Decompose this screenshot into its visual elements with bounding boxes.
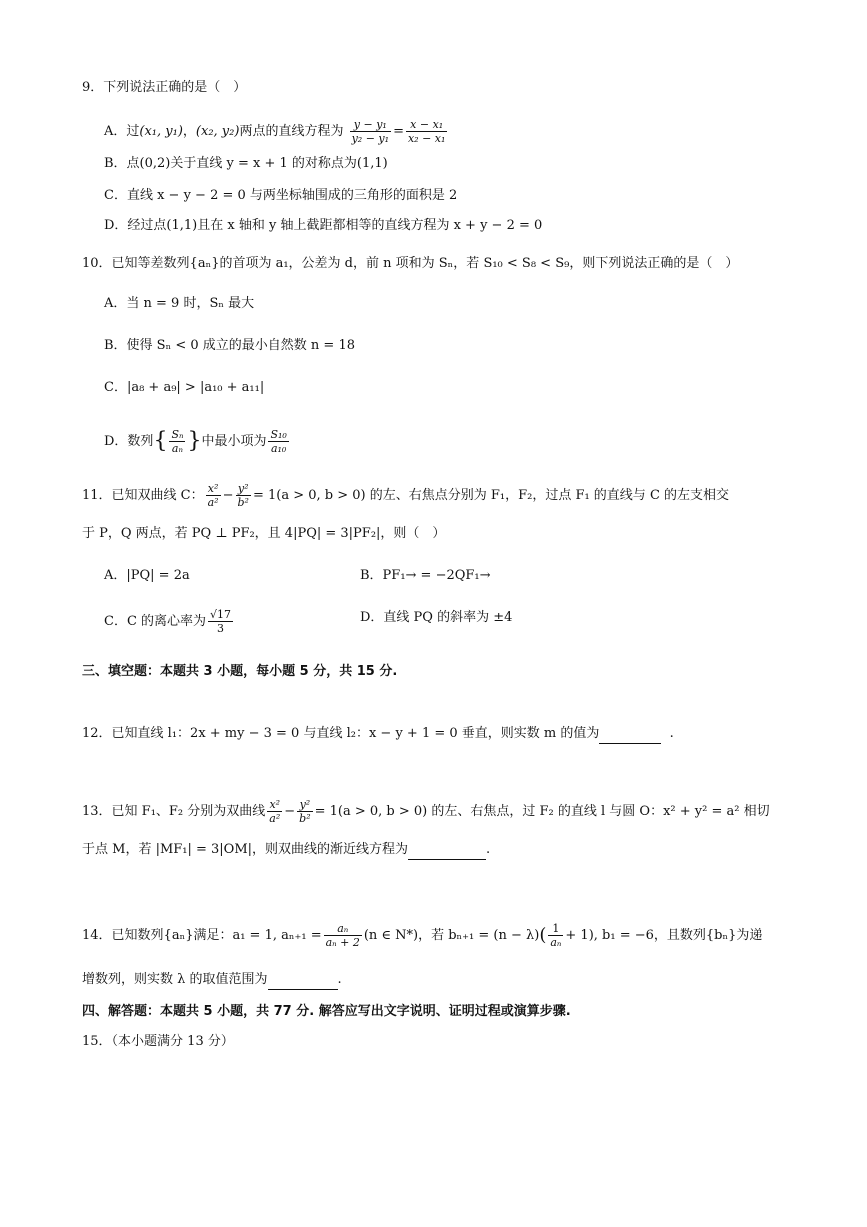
period: . [669, 726, 674, 741]
stem-prefix: 11．已知双曲线 C： [82, 488, 204, 503]
question-10-option-a: A．当 n = 9 时，Sₙ 最大 [104, 296, 255, 311]
question-9-stem: 9．下列说法正确的是（ ） [82, 80, 247, 95]
eccentricity-denominator: 3 [217, 622, 225, 635]
period: . [337, 972, 342, 987]
question-12-text: 12．已知直线 l₁：2x + my − 3 = 0 与直线 l₂：x − y + 1 = 0 垂直，则实数 m 的值为 [82, 726, 600, 741]
question-13-line2 [82, 840, 490, 860]
fraction-min-term [268, 428, 288, 455]
point-2: (x₂, y₂) [195, 124, 240, 139]
question-9-option-c: C．直线 x − y − 2 = 0 与两坐标轴围成的三角形的面积是 2 [104, 188, 458, 203]
fraction-numerator: x² [267, 798, 282, 812]
minus-sign: − [222, 488, 234, 503]
left-brace: { [153, 428, 168, 454]
fraction-denominator: b² [299, 812, 311, 825]
question-14-line2 [82, 970, 342, 990]
fraction-x2-a2 [267, 798, 282, 825]
eccentricity-numerator: √17 [210, 608, 232, 621]
right-brace: } [187, 428, 202, 454]
question-11-option-c [104, 608, 235, 635]
question-15-header: 15．（本小题满分 13 分） [82, 1034, 234, 1049]
answer-blank[interactable] [268, 975, 338, 990]
fraction-denominator: a² [207, 496, 219, 509]
question-10-stem: 10．已知等差数列{aₙ}的首项为 a₁，公差为 d，前 n 项和为 Sₙ，若 S₁₀ < S₈ < S₉，则下列说法正确的是（ ） [82, 256, 739, 271]
fraction-denominator: aₙ [171, 442, 183, 455]
fraction-y [350, 118, 391, 145]
stem-prefix: 13．已知 F₁、F₂ 分别为双曲线 [82, 804, 266, 819]
line2-text: 于点 M，若 |MF₁| = 3|OM|，则双曲线的渐近线方程为 [82, 842, 409, 857]
question-11-option-d: D．直线 PQ 的斜率为 ±4 [360, 610, 513, 625]
stem-text: + 1), b₁ = −6，且数列{bₙ}为递 [565, 928, 763, 943]
option-a-text: 两点的直线方程为 [239, 124, 344, 139]
fraction-denominator: b² [237, 496, 249, 509]
question-9-option-a [104, 118, 449, 145]
question-12 [82, 724, 674, 744]
fraction-y2-b2 [236, 482, 251, 509]
fraction-x [406, 118, 447, 145]
answer-blank[interactable] [408, 845, 486, 860]
question-9-option-d: D．经过点(1,1)且在 x 轴和 y 轴上截距都相等的直线方程为 x + y − 2 = 0 [104, 218, 543, 233]
period: . [486, 842, 491, 857]
section-4-heading: 四、解答题：本题共 5 小题，共 77 分. 解答应写出文字说明、证明过程或演算步骤. [82, 1004, 571, 1019]
fraction-y-denominator: y₂ − y₁ [351, 132, 390, 145]
minus-sign: − [284, 804, 296, 819]
reciprocal-fraction [548, 922, 563, 949]
question-9-option-b: B．点(0,2)关于直线 y = x + 1 的对称点为(1,1) [104, 156, 388, 171]
section-3-heading: 三、填空题：本题共 3 小题，每小题 5 分，共 15 分. [82, 664, 398, 679]
reciprocal-denominator: aₙ [550, 936, 562, 949]
question-13-stem [82, 798, 770, 825]
equals-sign: = [393, 124, 404, 139]
fraction-numerator: y² [236, 482, 251, 496]
question-11-stem [82, 482, 729, 509]
fraction-y-numerator: y − y₁ [350, 118, 391, 132]
question-10-option-b: B．使得 Sₙ < 0 成立的最小自然数 n = 18 [104, 338, 355, 353]
question-10-option-c: C．|a₈ + a₉| > |a₁₀ + a₁₁| [104, 380, 265, 395]
option-d-prefix: D．数列 [104, 434, 154, 449]
reciprocal-numerator: 1 [548, 922, 563, 936]
fraction-s-over-a [169, 428, 185, 455]
stem-mid: (n ∈ N*)，若 bₙ₊₁ = (n − λ) [363, 928, 540, 943]
stem-text: = 1(a > 0, b > 0) 的左、右焦点分别为 F₁，F₂，过点 F₁ 的直线与 C 的左支相交 [252, 488, 730, 503]
fraction-numerator: y² [297, 798, 312, 812]
recurrence-numerator: aₙ [324, 922, 362, 936]
line2-text: 增数列，则实数 λ 的取值范围为 [82, 972, 268, 987]
question-11-stem-line2: 于 P，Q 两点，若 PQ ⊥ PF₂，且 4|PQ| = 3|PF₂|，则（ ） [82, 526, 446, 541]
option-d-text: 中最小项为 [201, 434, 267, 449]
recurrence-fraction [324, 922, 362, 949]
option-c-text: C．C 的离心率为 [104, 614, 207, 629]
recurrence-denominator: aₙ + 2 [325, 936, 360, 949]
question-11-option-a: A．|PQ| = 2a [104, 568, 190, 583]
answer-blank[interactable] [599, 729, 661, 744]
fraction-x-numerator: x − x₁ [406, 118, 447, 132]
fraction-x2-a2 [206, 482, 221, 509]
fraction-denominator: a² [269, 812, 281, 825]
eccentricity-fraction [208, 608, 233, 635]
point-1: (x₁, y₁) [139, 124, 183, 139]
question-14-stem [82, 922, 762, 949]
min-term-denominator: a₁₀ [270, 442, 287, 455]
option-a-sep: ， [182, 124, 196, 139]
stem-prefix: 14．已知数列{aₙ}满足：a₁ = 1, aₙ₊₁ = [82, 928, 322, 943]
question-11-option-b: B．PF₁→ = −2QF₁→ [360, 568, 491, 583]
question-10-option-d [104, 428, 291, 455]
left-paren: ( [539, 924, 547, 946]
fraction-y2-b2 [297, 798, 312, 825]
option-a-prefix: A．过 [104, 124, 140, 139]
fraction-numerator: x² [206, 482, 221, 496]
fraction-x-denominator: x₂ − x₁ [407, 132, 446, 145]
min-term-numerator: S₁₀ [270, 428, 287, 441]
stem-text: = 1(a > 0, b > 0) 的左、右焦点，过 F₂ 的直线 l 与圆 O：x² + y² = a² 相切 [314, 804, 770, 819]
fraction-numerator: Sₙ [171, 428, 184, 441]
